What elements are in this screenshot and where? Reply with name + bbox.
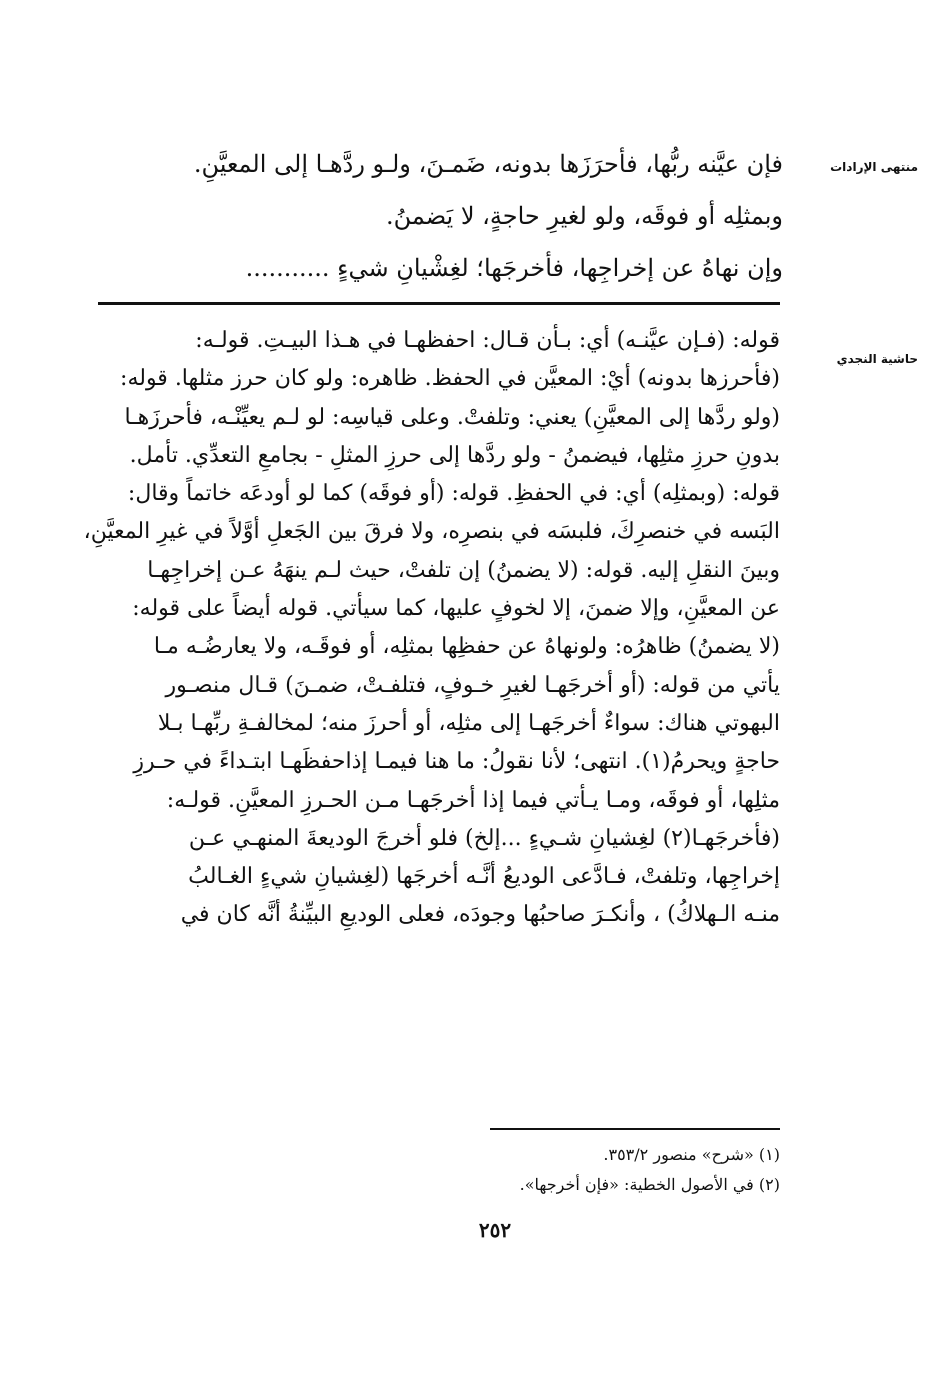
commentary-line: عن المعيَّنِ، وإلا ضمنَ، إلا لخوفٍ عليها، كما سيأتي. قوله أيضاً على قوله: [132, 596, 780, 622]
commentary-line: (فأحرزها بدونه) أيْ: المعيَّن في الحفظ. ظاهره: ولو كان حرز مثلها. قوله: [120, 366, 780, 392]
page-number: ٢٥٢ [478, 1218, 512, 1242]
footnotes-block [360, 1140, 780, 1200]
commentary-line: مثلِها، أو فوقَه، ومـا يـأتي فيما إذا أخرجَهـا مـن الحـرزِ المعيَّنِ. قولـه: [166, 787, 780, 813]
side-label-commentary: حاشية النجدي [836, 352, 918, 366]
commentary-block [83, 322, 780, 935]
main-text-line: وإن نهاهُ عن إخراجِها، فأخرجَها؛ لغِشْيانِ شيءٍ ........... [245, 254, 783, 282]
commentary-line: منـه الـهلاكُ) ، وأنكـرَ صاحبُها وجودَه، فعلى الوديعِ البيِّنةُ أنَّه كان في [180, 902, 780, 928]
commentary-line: البَسه في خنصرِكَ، فلبسَه في بنصرِه، ولا فرقَ بين الجَعلِ أوَّلاً في غيرِ المعيَّنِ، [83, 519, 780, 545]
commentary-line: بدونِ حرزِ مثلِها، فيضمنُ - ولو ردَّها إلى حرزِ المثلِ - بجامعِ التعدِّي. تأمل. [129, 442, 780, 468]
footnote-divider [490, 1128, 780, 1130]
commentary-line: وبينَ النقلِ إليه. قوله: (لا يضمنُ) إن تلفتْ، حيث لـم ينهَهُ عـن إخراجِهـا [147, 557, 780, 583]
main-text-line: فإن عيَّنه ربُّها، فأحرَزَها بدونه، ضَمـنَ، ولـو ردَّهـا إلى المعيَّنِ. [193, 150, 783, 178]
main-text-line: وبمثلِه أو فوقَه، ولو لغيرِ حاجةٍ، لا يَضمنُ. [385, 202, 783, 230]
commentary-line: قوله: (وبمثلِه) أي: في الحفظِ. قوله: (أو فوقَه) كما لو أودعَه خاتماً وقال: [127, 481, 780, 507]
side-label-main-text: منتهى الإرادات [830, 160, 918, 174]
footnote-item: (١) «شرح» منصور ٣٥٣/٢. [603, 1145, 780, 1164]
commentary-line: حاجةٍ ويحرمُ(١). انتهى؛ لأنا نقولُ: ما هنا فيمـا إذاحفظَهـا ابتـداءً في حـرزِ [133, 749, 780, 775]
main-text-block [103, 138, 783, 294]
commentary-line: يأتي من قوله: (أو أخرجَهـا لغيرِ خـوفٍ، فتلفـتْ، ضمـنَ) قـال منصـور [165, 672, 780, 698]
commentary-line: إخراجِها، وتلفتْ، فـادَّعى الوديعُ أنَّـه أخرجَها (لغِشيانِ شيءٍ الغـالبُ [188, 864, 780, 890]
commentary-line: البهوتي هناك: سواءٌ أخرجَهـا إلى مثلِه، أو أحرزَ منه؛ لمخالفـةِ ربِّهـا بـلا [157, 710, 780, 736]
commentary-line: (لا يضمنُ) ظاهرُه: ولونهاهُ عن حفظِها بمثلِه، أو فوقَـه، ولا يعارضُـه مـا [153, 634, 780, 660]
footnote-item: (٢) في الأصول الخطية: «فإن أخرجها». [519, 1175, 780, 1194]
commentary-line: (فأخرجَهـا(٢) لغِشيانِ شـيءٍ ...إلخ) فلو أخرجَ الوديعةَ المنهـي عـن [188, 825, 780, 851]
commentary-line: قوله: (فـإن عيَّنـه) أي: بـأن قـال: احفظهـا في هـذا البيـتِ. قولـه: [195, 328, 780, 353]
commentary-line: (ولو ردَّها إلى المعيَّنِ) يعني: وتلفتْ. وعلى قياسِه: لو لـم يعيِّنْـه، فأحرزَهـا [124, 404, 780, 430]
section-divider [98, 302, 780, 305]
